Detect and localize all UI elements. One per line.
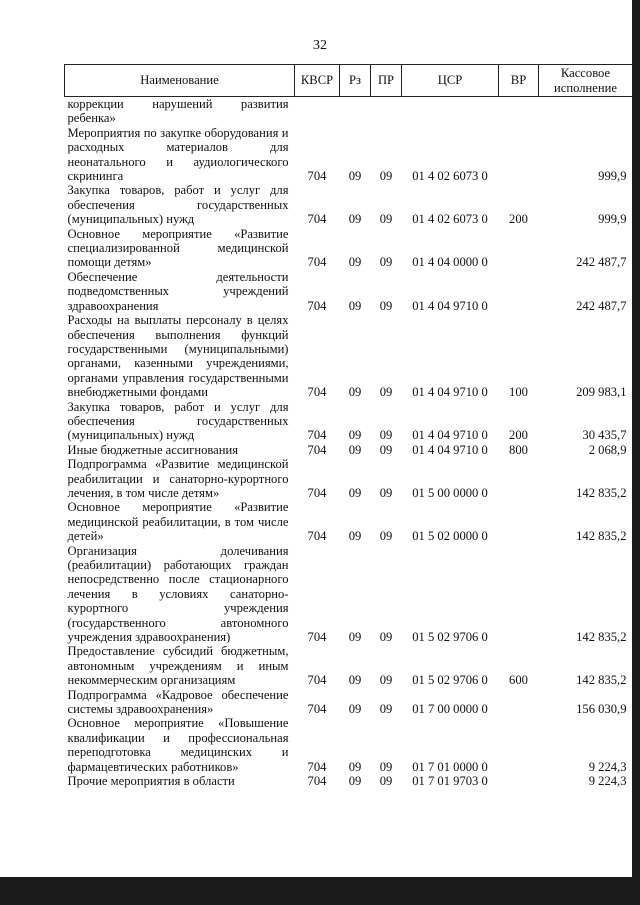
row-rz — [340, 97, 371, 126]
row-pr: 09 — [379, 529, 393, 544]
row-rz: 09 — [348, 442, 362, 457]
table-row — [65, 443, 633, 457]
column-header-vr: ВР — [499, 65, 539, 97]
row-name: Предоставление субсидий бюджетным, автономным учреждениям и иным некоммерческим организациям — [67, 644, 289, 688]
column-header-name: Наименование — [65, 65, 295, 97]
row-vr: 200 — [509, 428, 528, 443]
scan-edge-bottom — [0, 877, 640, 905]
row-csr: 01 5 00 0000 0 — [412, 485, 488, 500]
row-name: Прочие мероприятия в области — [67, 774, 235, 789]
row-pr: 09 — [379, 255, 393, 270]
row-pr: 09 — [379, 385, 393, 400]
table-row — [65, 270, 633, 313]
row-amount: 142 835,2 — [576, 485, 627, 500]
row-name: Подпрограмма «Развитие медицинской реабилитации и санаторно-курортного лечения, в том числе детям» — [67, 457, 289, 500]
row-amount: 142 835,2 — [576, 673, 627, 688]
table-row — [65, 126, 633, 184]
row-pr: 09 — [379, 442, 393, 457]
row-kvsr: 704 — [307, 298, 327, 313]
row-csr: 01 4 02 6073 0 — [412, 169, 488, 184]
row-amount: 242 487,7 — [576, 298, 627, 313]
row-name: Иные бюджетные ассигнования — [67, 442, 239, 457]
row-rz: 09 — [348, 212, 362, 227]
row-vr — [499, 544, 539, 645]
row-rz: 09 — [348, 385, 362, 400]
row-kvsr: 704 — [307, 485, 327, 500]
column-header-amount: Кассовое исполнение — [539, 65, 633, 97]
scan-edge-right — [632, 0, 640, 905]
row-pr: 09 — [379, 485, 393, 500]
row-csr: 01 4 04 0000 0 — [412, 255, 488, 270]
row-pr: 09 — [379, 774, 393, 789]
table-row — [65, 313, 633, 399]
budget-table — [64, 64, 633, 789]
row-amount: 142 835,2 — [576, 630, 627, 645]
row-amount: 142 835,2 — [576, 529, 627, 544]
row-csr: 01 5 02 9706 0 — [412, 673, 488, 688]
row-name: Мероприятия по закупке оборудования и расходных материалов для неонатального и аудиологического скрининга — [67, 125, 289, 184]
row-kvsr: 704 — [307, 442, 327, 457]
row-vr: 200 — [509, 212, 528, 227]
row-vr: 800 — [509, 442, 528, 457]
row-kvsr: 704 — [307, 385, 327, 400]
row-amount: 209 983,1 — [576, 385, 627, 400]
row-rz: 09 — [348, 774, 362, 789]
table-row — [65, 183, 633, 226]
row-amount: 999,9 — [598, 169, 627, 184]
row-rz: 09 — [348, 428, 362, 443]
table-row — [65, 716, 633, 774]
table-row — [65, 97, 633, 126]
row-kvsr: 704 — [307, 255, 327, 270]
row-name: Закупка товаров, работ и услуг для обеспечения государственных (муниципальных) нужд — [67, 399, 289, 443]
row-amount: 156 030,9 — [576, 702, 627, 717]
page-number: 32 — [313, 38, 327, 53]
row-amount: 9 224,3 — [588, 759, 627, 774]
row-pr: 09 — [379, 428, 393, 443]
row-csr: 01 4 04 9710 0 — [412, 428, 488, 443]
row-amount: 30 435,7 — [582, 428, 627, 443]
column-header-rz: Рз — [340, 65, 371, 97]
column-header-csr: ЦСР — [402, 65, 499, 97]
row-kvsr: 704 — [307, 774, 327, 789]
column-header-kvsr: КВСР — [295, 65, 340, 97]
row-amount: 242 487,7 — [576, 255, 627, 270]
row-rz: 09 — [348, 255, 362, 270]
row-amount — [539, 97, 633, 126]
row-csr: 01 4 02 6073 0 — [412, 212, 488, 227]
row-rz: 09 — [348, 169, 362, 184]
table-header — [65, 65, 633, 97]
row-kvsr: 704 — [307, 428, 327, 443]
row-pr: 09 — [379, 298, 393, 313]
row-csr — [402, 97, 499, 126]
row-vr — [499, 126, 539, 184]
row-csr: 01 4 04 9710 0 — [412, 298, 488, 313]
row-pr: 09 — [379, 630, 393, 645]
column-header-pr: ПР — [371, 65, 402, 97]
row-name: коррекции нарушений развития ребенка» — [67, 97, 289, 126]
row-pr: 09 — [379, 169, 393, 184]
row-pr: 09 — [379, 759, 393, 774]
table-row — [65, 544, 633, 645]
row-vr — [499, 688, 539, 717]
row-csr: 01 7 01 9703 0 — [412, 774, 488, 789]
row-name: Основное мероприятие «Повышение квалификации и профессиональная переподготовка медицинских и фармацевтических работников» — [67, 716, 289, 774]
row-name: Подпрограмма «Кадровое обеспечение системы здравоохранения» — [67, 687, 289, 717]
table-row — [65, 688, 633, 717]
row-csr: 01 7 01 0000 0 — [412, 759, 488, 774]
row-vr — [499, 774, 539, 788]
row-name: Закупка товаров, работ и услуг для обеспечения государственных (муниципальных) нужд — [67, 183, 289, 227]
row-vr — [499, 457, 539, 500]
row-kvsr: 704 — [307, 212, 327, 227]
row-rz: 09 — [348, 630, 362, 645]
row-kvsr: 704 — [307, 529, 327, 544]
row-pr: 09 — [379, 212, 393, 227]
row-pr: 09 — [379, 673, 393, 688]
row-csr: 01 7 00 0000 0 — [412, 702, 488, 717]
row-rz: 09 — [348, 673, 362, 688]
row-vr — [499, 500, 539, 543]
row-csr: 01 5 02 9706 0 — [412, 630, 488, 645]
row-rz: 09 — [348, 298, 362, 313]
row-vr — [499, 270, 539, 313]
row-name: Основное мероприятие «Развитие специализированной медицинской помощи детям» — [67, 226, 289, 270]
row-csr: 01 5 02 0000 0 — [412, 529, 488, 544]
table-row — [65, 500, 633, 543]
row-rz: 09 — [348, 485, 362, 500]
table-body — [65, 97, 633, 789]
row-vr — [499, 227, 539, 270]
row-csr: 01 4 04 9710 0 — [412, 442, 488, 457]
row-csr: 01 4 04 9710 0 — [412, 385, 488, 400]
row-kvsr: 704 — [307, 673, 327, 688]
row-amount: 2 068,9 — [588, 442, 627, 457]
row-rz: 09 — [348, 759, 362, 774]
row-rz: 09 — [348, 529, 362, 544]
row-name: Основное мероприятие «Развитие медицинской реабилитации, в том числе детей» — [67, 500, 289, 544]
row-amount: 999,9 — [598, 212, 627, 227]
row-vr: 600 — [509, 673, 528, 688]
row-kvsr: 704 — [307, 702, 327, 717]
row-amount: 9 224,3 — [588, 774, 627, 789]
row-pr — [371, 97, 402, 126]
table-row — [65, 644, 633, 687]
row-kvsr: 704 — [307, 759, 327, 774]
row-kvsr — [295, 97, 340, 126]
row-kvsr: 704 — [307, 630, 327, 645]
table-row — [65, 774, 633, 788]
row-rz: 09 — [348, 702, 362, 717]
row-vr — [499, 716, 539, 774]
row-name: Организация долечивания (реабилитации) работающих граждан непосредственно после стационарного лечения в условиях санаторно-курортного учреждения (государственного автономного учреждения здравоохранения) — [67, 543, 289, 645]
row-name: Обеспечение деятельности подведомственных учреждений здравоохранения — [67, 269, 289, 313]
row-vr: 100 — [509, 385, 528, 400]
row-pr: 09 — [379, 702, 393, 717]
row-kvsr: 704 — [307, 169, 327, 184]
row-vr — [499, 97, 539, 126]
table-row — [65, 457, 633, 500]
row-name: Расходы на выплаты персоналу в целях обеспечения выполнения функций государственными (муниципальными) органами, казенными учреждениями, органами управления государственными внебюджетными фондами — [67, 313, 289, 400]
table-row — [65, 400, 633, 443]
table-row — [65, 227, 633, 270]
